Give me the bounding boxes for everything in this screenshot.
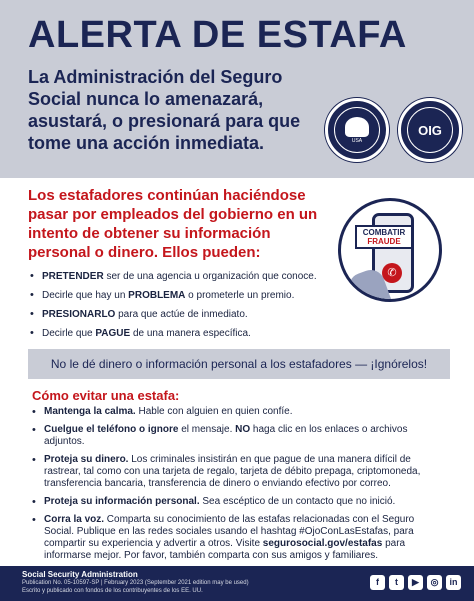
linkedin-icon[interactable]: in <box>446 575 461 590</box>
footer-publication: Publication No. 05-10597-SP | February 2023 (September 2021 edition may be used) <box>22 580 249 586</box>
oig-seal-logo <box>398 98 462 162</box>
fraud-label <box>355 225 413 249</box>
ssa-seal-logo <box>325 98 389 162</box>
hang-up-icon: ✆ <box>382 263 402 283</box>
list-item: • Decirle que hay un PROBLEMA o prometerle un premio. <box>30 289 330 302</box>
seal-usa-text: USA <box>351 138 363 144</box>
eagle-icon <box>345 117 369 137</box>
list-item: • Mantenga la calma. Hable con alguien en quien confíe. <box>32 406 442 418</box>
twitter-icon[interactable]: t <box>389 575 404 590</box>
list-item: • Decirle que PAGUE de una manera específica. <box>30 327 330 340</box>
list-item: • Proteja su dinero. Los criminales insistirán en que pague de una manera difícil de rastrear, tal como con una tarjeta de regalo, tarjeta de débito prepaga, criptomoneda, transferencia bancaria, transferencia de dinero o enviando efectivo por correo. <box>32 454 442 490</box>
ignore-scammers-banner: No le dé dinero o información personal a los estafadores — ¡Ignórelos! <box>28 349 450 379</box>
how-to-avoid-heading: Cómo evitar una estafa: <box>32 388 180 403</box>
facebook-icon[interactable]: f <box>370 575 385 590</box>
instagram-icon[interactable]: ◎ <box>427 575 442 590</box>
fraud-label-line2: FRAUDE <box>367 237 401 246</box>
footer-agency: Social Security Administration <box>22 570 138 579</box>
fraud-label-line1: COMBATIR <box>362 228 406 237</box>
avoid-scam-list <box>32 406 442 568</box>
footer <box>0 566 474 601</box>
scammer-tactics-list <box>30 270 330 346</box>
list-item: • Corra la voz. Comparta su conocimiento de las estafas relacionadas con el Seguro Social. Publique en las redes sociales usando el hashtag #OjoConLasEstafas, para compartir su experiencia y advertir a otros. Visite segurosocial.gov/estafas para informarse mejor. Por favor, también comparta con sus amigos y familiares. <box>32 514 442 562</box>
youtube-icon[interactable]: ▶ <box>408 575 423 590</box>
list-item: • Cuelgue el teléfono o ignore el mensaje. NO haga clic en los enlaces o archivos adjuntos. <box>32 424 442 448</box>
oig-seal-text: OIG <box>418 123 442 138</box>
header-band <box>0 0 474 178</box>
footer-funded: Escrito y publicado con fondos de los contribuyentes de los EE. UU. <box>22 588 203 594</box>
list-item: • Proteja su información personal. Sea escéptico de un contacto que no inició. <box>32 496 442 508</box>
website-link[interactable]: segurosocial.gov/estafas <box>262 538 383 549</box>
phone-illustration <box>338 198 442 302</box>
intro-warning: Los estafadores continúan haciéndose pasar por empleados del gobierno en un intento de obtener su información personal o dinero. Ellos pueden: <box>28 187 318 261</box>
list-item: • PRETENDER ser de una agencia u organización que conoce. <box>30 270 330 283</box>
header-subtitle: La Administración del Seguro Social nunca lo amenazará, asustará, o presionará para que tome una acción inmediata. <box>28 67 301 153</box>
list-item: • PRESIONARLO para que actúe de inmediato. <box>30 308 330 321</box>
page-title: ALERTA DE ESTAFA <box>28 14 407 56</box>
